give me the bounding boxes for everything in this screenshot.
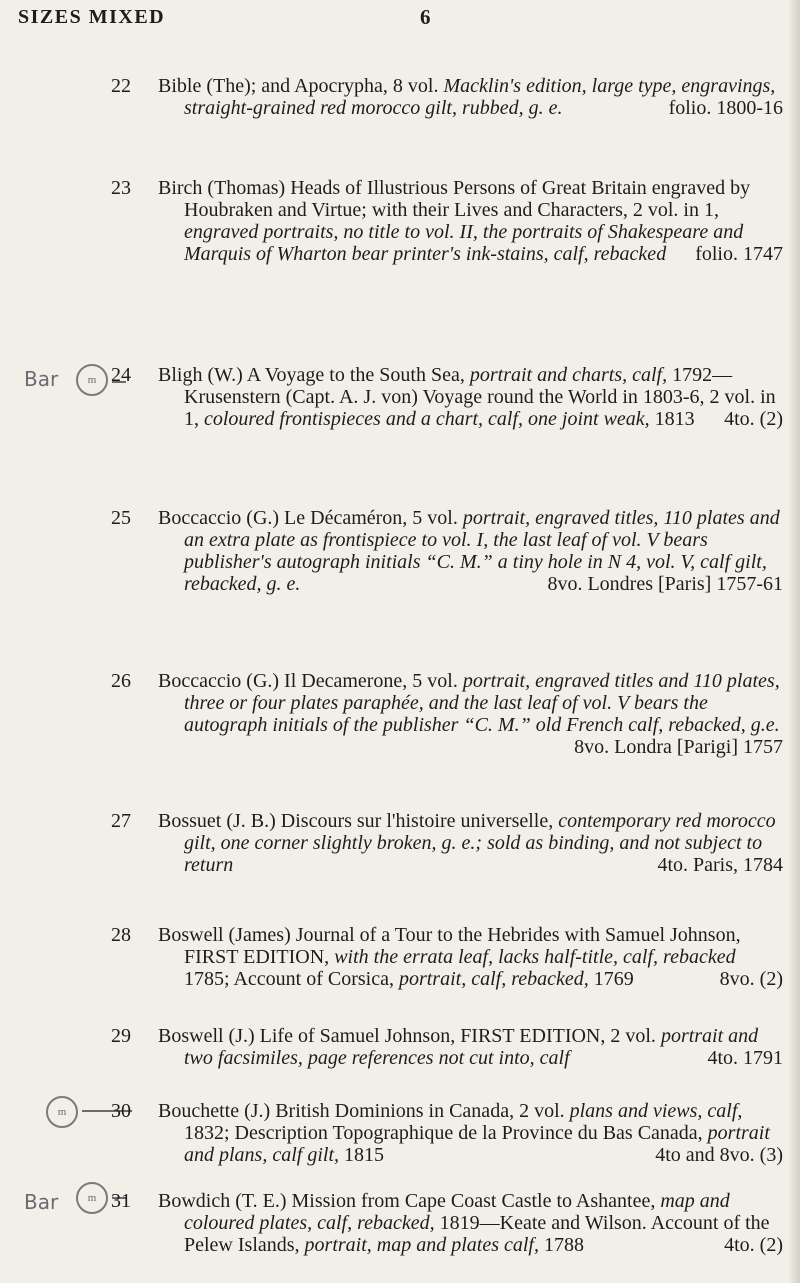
entry-format: 8vo. Londra [Parigi] 1757 — [574, 736, 783, 758]
circle-mark-31: m — [76, 1182, 108, 1214]
entry-format: 4to. Paris, 1784 — [657, 854, 783, 876]
section-heading: SIZES MIXED — [18, 6, 166, 28]
entry-text: Bossuet (J. B.) Discours sur l'histoire universelle, contemporary red morocco gilt, one corner slightly broken, g. e.; sold as binding, and not subject to return 4to. Paris, 1784 — [158, 810, 783, 876]
entry-text: Bouchette (J.) British Dominions in Canada, 2 vol. plans and views, calf, 1832; Description Topographique de la Province du Bas Canada, portrait and plans, calf gilt, 1815 4to and 8vo. (3) — [158, 1100, 783, 1166]
entry-text: Bible (The); and Apocrypha, 8 vol. Macklin's edition, large type, engravings, straight-grained red morocco gilt, rubbed, g. e. folio. 1800-16 — [158, 75, 783, 119]
lot-number: 29 — [111, 1025, 131, 1047]
entry-format: 4to. 1791 — [707, 1047, 783, 1069]
entry-text: Bowdich (T. E.) Mission from Cape Coast Castle to Ashantee, map and coloured plates, calf, rebacked, 1819—Keate and Wilson. Account of the Pelew Islands, portrait, map and plates calf, 1788 4to. (2) — [158, 1190, 783, 1256]
circle-mark-24: m — [76, 364, 108, 396]
circle-mark-30: m — [46, 1096, 78, 1128]
entry-format: 8vo. Londres [Paris] 1757-61 — [547, 573, 783, 595]
entry-format: 4to. (2) — [724, 1234, 783, 1256]
lot-number: 30 — [111, 1100, 131, 1122]
entry-format: 4to and 8vo. (3) — [655, 1144, 783, 1166]
entry-text: Boswell (James) Journal of a Tour to the Hebrides with Samuel Johnson, FIRST EDITION, with the errata leaf, lacks half-title, calf, rebacked 1785; Account of Corsica, portrait, calf, rebacked, 1769 8vo. (2) — [158, 924, 783, 990]
lot-number: 26 — [111, 670, 131, 692]
entry-text: Boccaccio (G.) Il Decamerone, 5 vol. portrait, engraved titles and 110 plates, three or four plates paraphée, and the last leaf of vol. V bears the autograph initials of the publisher “C. M.” old French calf, rebacked, g.e. 8vo. Londra [Parigi] 1757 — [158, 670, 783, 758]
page-edge-shadow — [788, 0, 800, 1283]
entry-text: Bligh (W.) A Voyage to the South Sea, portrait and charts, calf, 1792—Krusenstern (Capt. A. J. von) Voyage round the World in 1803-6, 2 vol. in 1, coloured frontispieces and a chart, calf, one joint weak, 1813 4to. (2) — [158, 364, 783, 430]
entry-format: folio. 1800-16 — [668, 97, 783, 119]
margin-note-24: Bar — [24, 367, 59, 391]
entry-format: 8vo. (2) — [719, 968, 783, 990]
lot-number: 31 — [111, 1190, 131, 1212]
lot-number: 23 — [111, 177, 131, 199]
lot-number: 28 — [111, 924, 131, 946]
entry-text: Boswell (J.) Life of Samuel Johnson, FIRST EDITION, 2 vol. portrait and two facsimiles, page references not cut into, calf 4to. 1791 — [158, 1025, 783, 1069]
lot-number: 24 — [111, 364, 131, 386]
lot-number: 27 — [111, 810, 131, 832]
margin-note-31: Bar — [24, 1190, 59, 1214]
lot-number: 22 — [111, 75, 131, 97]
entry-format: folio. 1747 — [695, 243, 783, 265]
page-number: 6 — [420, 5, 431, 29]
entry-text: Boccaccio (G.) Le Décaméron, 5 vol. portrait, engraved titles, 110 plates and an extra plate as frontispiece to vol. I, the last leaf of vol. V bears publisher's autograph initials “C. M.” a tiny hole in N 4, vol. V, calf gilt, rebacked, g. e. 8vo. Londres [Paris] 1757-61 — [158, 507, 783, 595]
lot-number: 25 — [111, 507, 131, 529]
entry-format: 4to. (2) — [724, 408, 783, 430]
entry-text: Birch (Thomas) Heads of Illustrious Persons of Great Britain engraved by Houbraken and Virtue; with their Lives and Characters, 2 vol. in 1, engraved portraits, no title to vol. II, the portraits of Shakespeare and Marquis of Wharton bear printer's ink-stains, calf, rebacked folio. 1747 — [158, 177, 783, 265]
